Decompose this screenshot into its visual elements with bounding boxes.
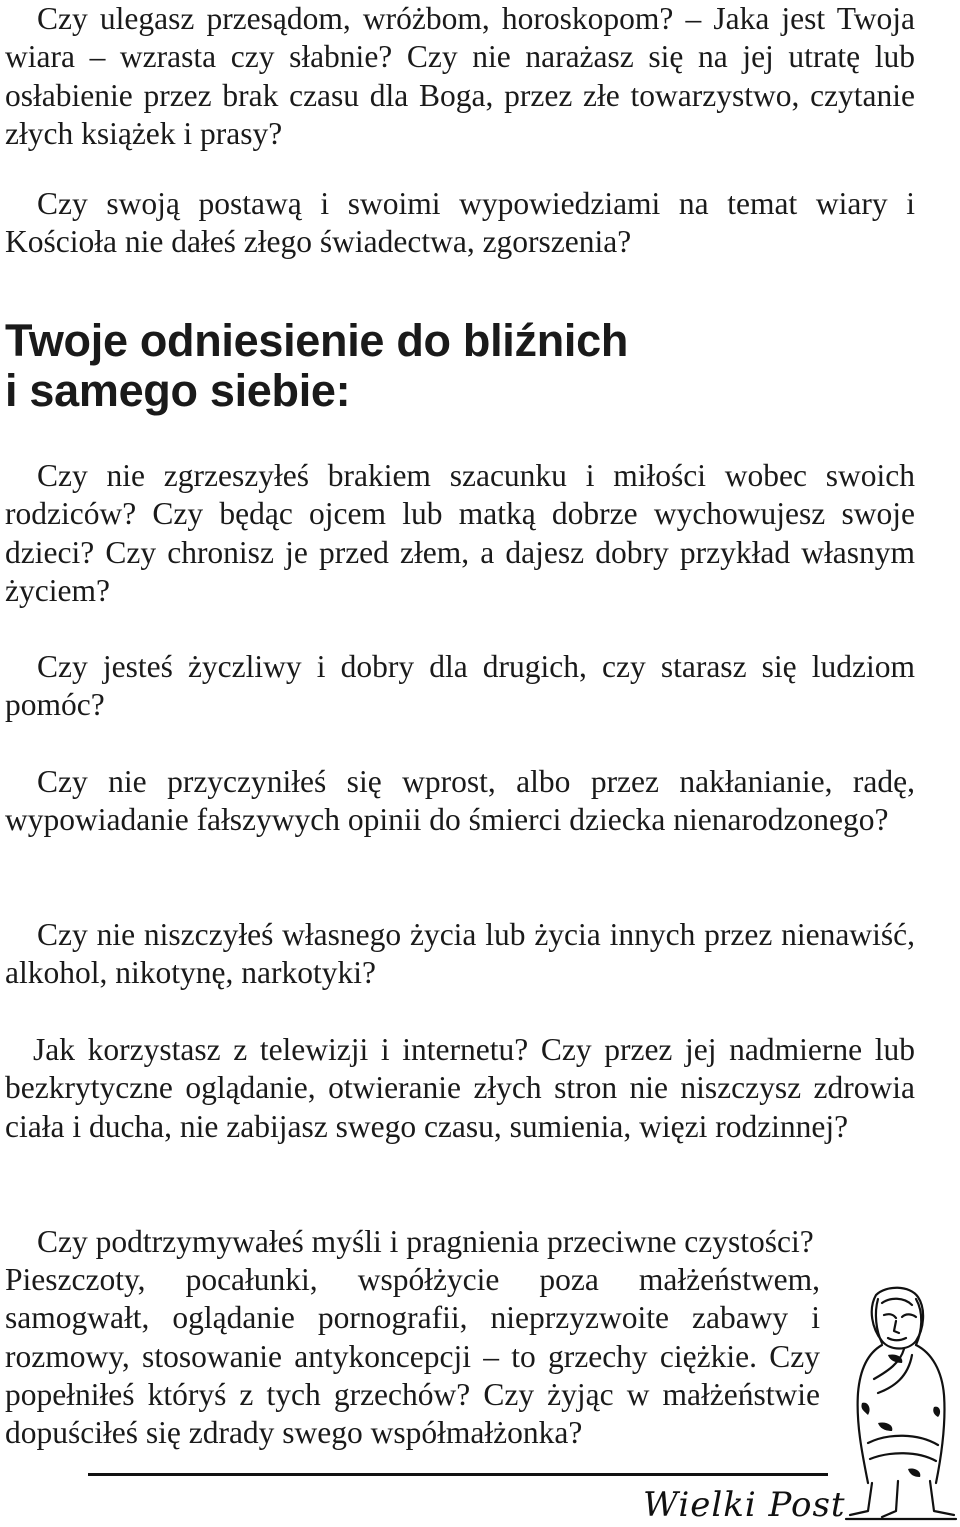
paragraph-witness-scandal: Czy swoją postawą i swoimi wypowiedziami na temat wiary i Kościoła nie dałeś złego świadectwa, zgorszenia? bbox=[5, 186, 915, 260]
paragraph-faith-superstition: Czy ulegasz przesądom, wróżbom, horoskopom? – Jaka jest Twoja wiara – wzrasta czy słabnie? Czy nie narażasz się na jej utratę lub osłabienie przez brak czasu dla Boga, przez złe towarzystwo, czytanie złych książek i prasy? bbox=[5, 1, 915, 151]
footer-label: Wielki Post bbox=[643, 1485, 846, 1525]
paragraph-purity-sins: Pieszczoty, pocałunki, współżycie poza małżeństwem, samogwałt, oglądanie pornografii, nieprzyzwoite zabawy i rozmowy, stosowanie antykoncepcji – to grzechy ciężkie. Czy popełniłeś któryś z tych grzechów? Czy żyjąc w małżeństwie dopuściłeś się zdrady swego współmałżonka? bbox=[5, 1262, 820, 1451]
paragraph-unborn-child: Czy nie przyczyniłeś się wprost, albo przez nakłanianie, radę, wypowiadanie fałszywych opinii do śmierci dziecka nienarodzonego? bbox=[5, 764, 915, 838]
section-heading bbox=[5, 316, 905, 416]
pensive-figure-illustration bbox=[838, 1283, 960, 1523]
paragraph-parents-children: Czy nie zgrzeszyłeś brakiem szacunku i miłości wobec swoich rodziców? Czy będąc ojcem lub matką dobrze wychowujesz swoje dzieci? Czy chronisz je przed złem, a dajesz dobry przykład własnym życiem? bbox=[5, 458, 915, 608]
paragraph-purity-question: Czy podtrzymywałeś myśli i pragnienia przeciwne czystości? bbox=[37, 1224, 814, 1259]
paragraph-self-destruction: Czy nie niszczyłeś własnego życia lub życia innych przez nienawiść, alkohol, nikotynę, narkotyki? bbox=[5, 917, 915, 991]
footer-divider bbox=[88, 1473, 828, 1476]
paragraph-tv-internet: Jak korzystasz z telewizji i internetu? Czy przez jej nadmierne lub bezkrytyczne oglądanie, otwieranie złych stron nie niszczysz zdrowia ciała i ducha, nie zabijasz swego czasu, sumienia, więzi rodzinnej? bbox=[5, 1032, 915, 1144]
section-heading-line2: i samego siebie: bbox=[5, 365, 351, 416]
section-heading-line1: Twoje odniesienie do bliźnich bbox=[5, 315, 629, 366]
paragraph-kindness: Czy jesteś życzliwy i dobry dla drugich, czy starasz się ludziom pomóc? bbox=[5, 649, 915, 723]
